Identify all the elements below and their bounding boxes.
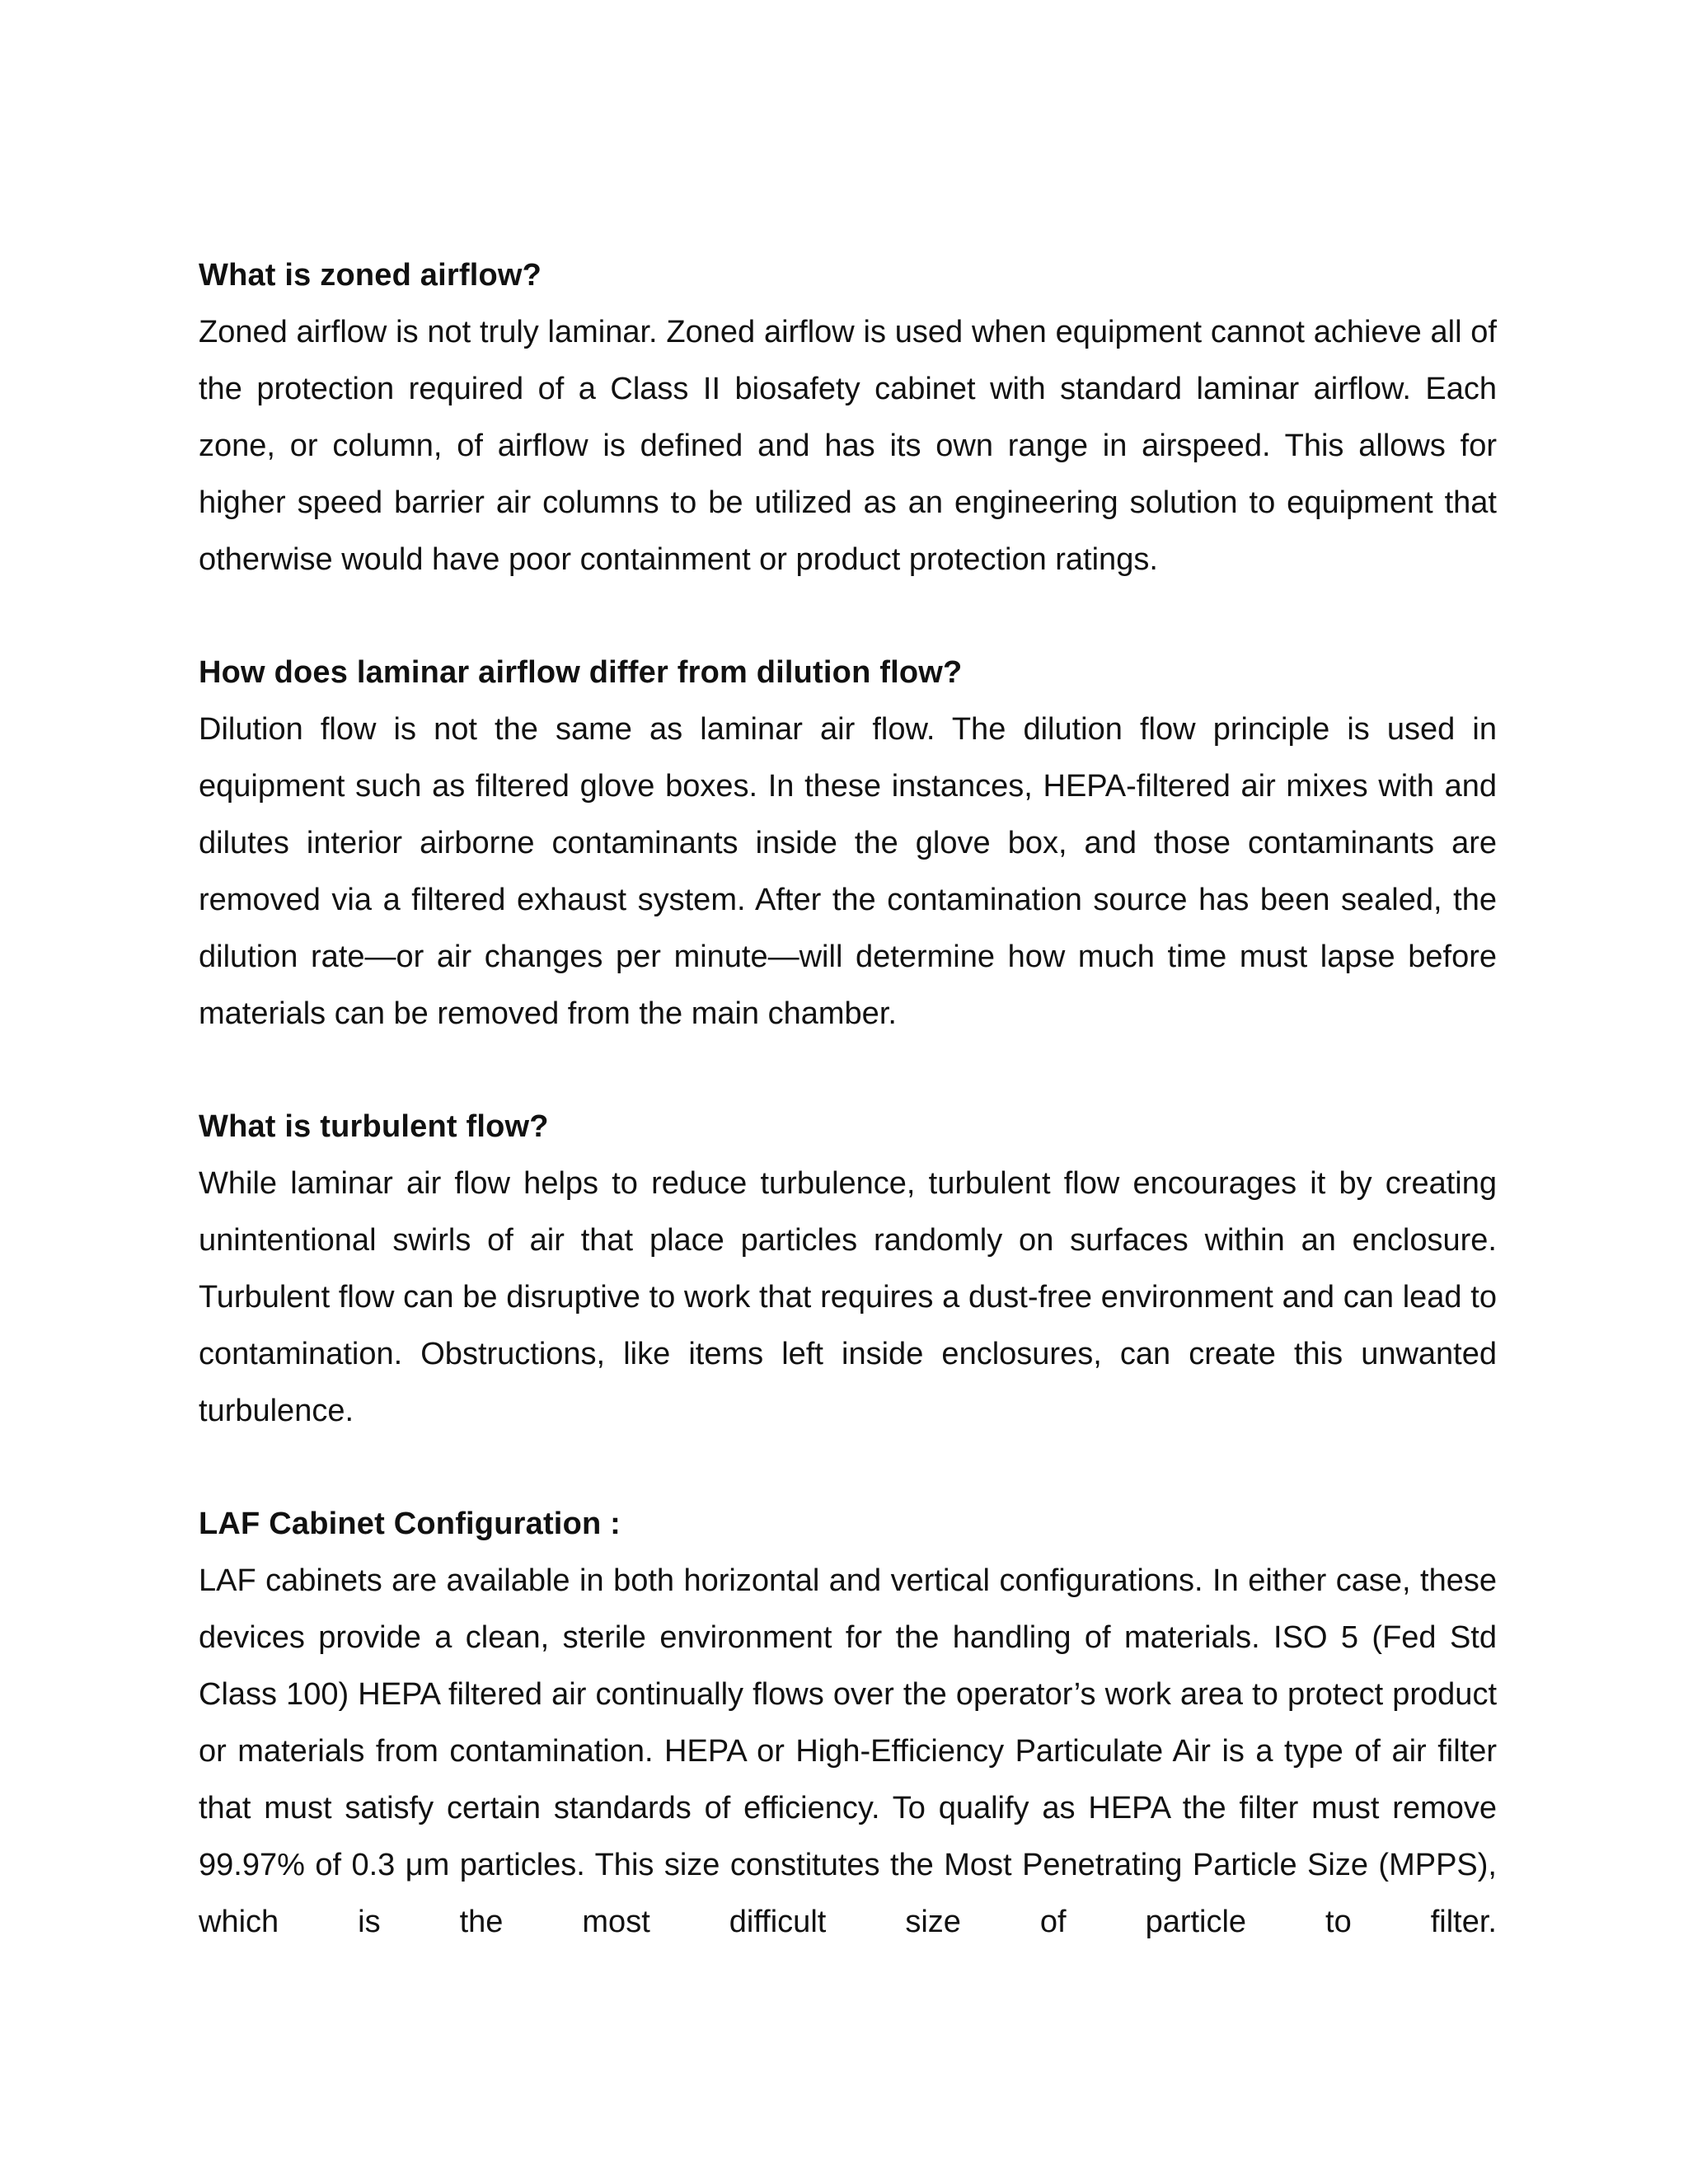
section-paragraph: Dilution flow is not the same as laminar air flow. The dilution flow principle is used in equipment such as filtered glove boxes. In these instances, HEPA-filtered air mixes with and dilutes interior airborne contaminants inside the glove box, and those contaminants are removed via a filtered exhaust system. After the contamination source has been sealed, the dilution rate—or air changes per minute—will determine how much time must lapse before materials can be removed from the main chamber. [199,712,1497,1031]
document-page [199,247,1497,2007]
section-heading: LAF Cabinet Configuration : [199,1507,621,1541]
section-heading: What is zoned airflow? [199,258,542,293]
section-heading: What is turbulent flow? [199,1109,549,1144]
section-paragraph: While laminar air flow helps to reduce turbulence, turbulent flow encourages it by creating unintentional swirls of air that place particles randomly on surfaces within an enclosure. Turbulent flow can be disruptive to work that requires a dust-free environment and can lead to contamination. Obstructions, like items left inside enclosures, can create this unwanted turbulence. [199,1166,1497,1428]
section-turbulent-flow [199,1099,1497,1440]
section-paragraph: Zoned airflow is not truly laminar. Zoned airflow is used when equipment cannot achieve all of the protection required of a Class II biosafety cabinet with standard laminar airflow. Each zone, or column, of airflow is defined and has its own range in airspeed. This allows for higher speed barrier air columns to be utilized as an engineering solution to equipment that otherwise would have poor containment or product protection ratings. [199,315,1497,577]
section-paragraph: LAF cabinets are available in both horizontal and vertical configurations. In either case, these devices provide a clean, sterile environment for the handling of materials. ISO 5 (Fed Std Class 100) HEPA filtered air continually flows over the operator’s work area to protect product or materials from contamination. HEPA or High-Efficiency Particulate Air is a type of air filter that must satisfy certain standards of efficiency. To qualify as HEPA the filter must remove 99.97% of 0.3 μm particles. This size constitutes the Most Penetrating Particle Size (MPPS), which is the most difficult size of particle to filter. [199,1563,1497,1939]
section-heading: How does laminar airflow differ from dilution flow? [199,655,963,690]
section-zoned-airflow [199,247,1497,588]
section-dilution-flow [199,644,1497,1043]
section-laf-cabinet-configuration [199,1496,1497,1951]
